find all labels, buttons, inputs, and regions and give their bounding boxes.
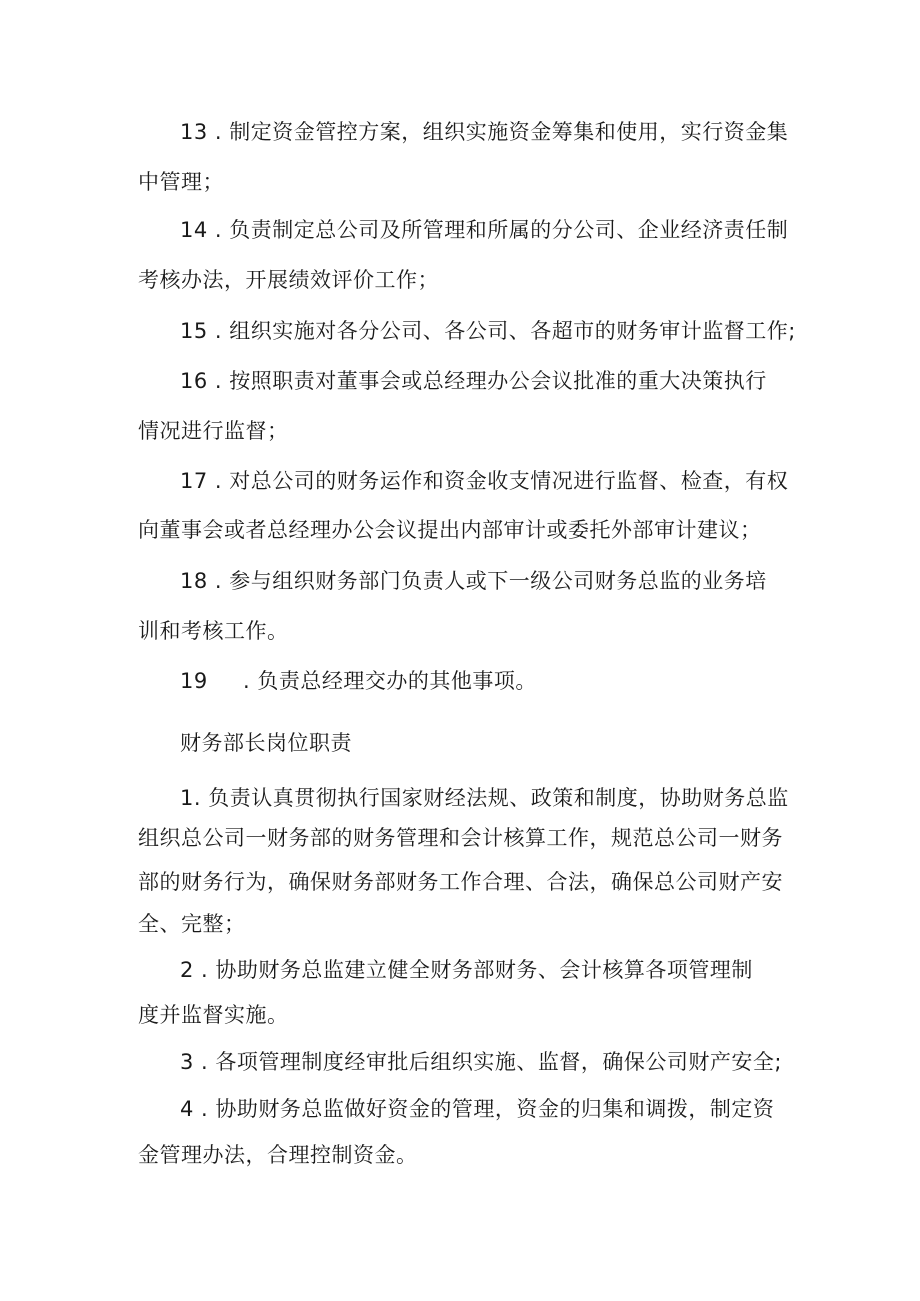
item-17-line-1: 17 . 对总公司的财务运作和资金收支情况进行监督、检查，有权	[180, 469, 789, 493]
item-19-text: . 负责总经理交办的其他事项。	[243, 669, 537, 693]
duty-4-line-1: 4 . 协助财务总监做好资金的管理，资金的归集和调拨，制定资	[180, 1097, 775, 1121]
duty-1-line-4: 全、完整；	[138, 912, 246, 936]
duty-2-line-2: 度并监督实施。	[138, 1003, 289, 1027]
section-title: 财务部长岗位职责	[180, 731, 352, 755]
item-14-line-1: 14 . 负责制定总公司及所管理和所属的分公司、企业经济责任制	[180, 218, 789, 242]
duty-1-line-1: 1. 负责认真贯彻执行国家财经法规、政策和制度，协助财务总监	[180, 786, 789, 810]
item-13-line-2: 中管理；	[138, 170, 224, 194]
item-15-line-1: 15 . 组织实施对各分公司、各公司、各超市的财务审计监督工作;	[180, 319, 796, 343]
item-13-line-1: 13 . 制定资金管控方案，组织实施资金筹集和使用，实行资金集	[180, 120, 789, 144]
item-19-number: 19	[180, 669, 208, 693]
item-18-line-1: 18 . 参与组织财务部门负责人或下一级公司财务总监的业务培	[180, 569, 767, 593]
duty-1-line-3: 部的财务行为，确保财务部财务工作合理、合法，确保总公司财产安	[138, 870, 783, 894]
item-18-line-2: 训和考核工作。	[138, 619, 289, 643]
item-16-line-1: 16 . 按照职责对董事会或总经理办公会议批准的重大决策执行	[180, 369, 767, 393]
item-17-line-2: 向董事会或者总经理办公会议提出内部审计或委托外部审计建议；	[138, 518, 762, 542]
duty-2-line-1: 2 . 协助财务总监建立健全财务部财务、会计核算各项管理制	[180, 958, 753, 982]
item-16-line-2: 情况进行监督；	[138, 419, 289, 443]
duty-1-line-2: 组织总公司一财务部的财务管理和会计核算工作，规范总公司一财务	[138, 826, 783, 850]
item-14-line-2: 考核办法，开展绩效评价工作；	[138, 268, 439, 292]
duty-3-line-1: 3 . 各项管理制度经审批后组织实施、监督，确保公司财产安全;	[180, 1050, 782, 1074]
duty-4-line-2: 金管理办法，合理控制资金。	[138, 1143, 418, 1167]
